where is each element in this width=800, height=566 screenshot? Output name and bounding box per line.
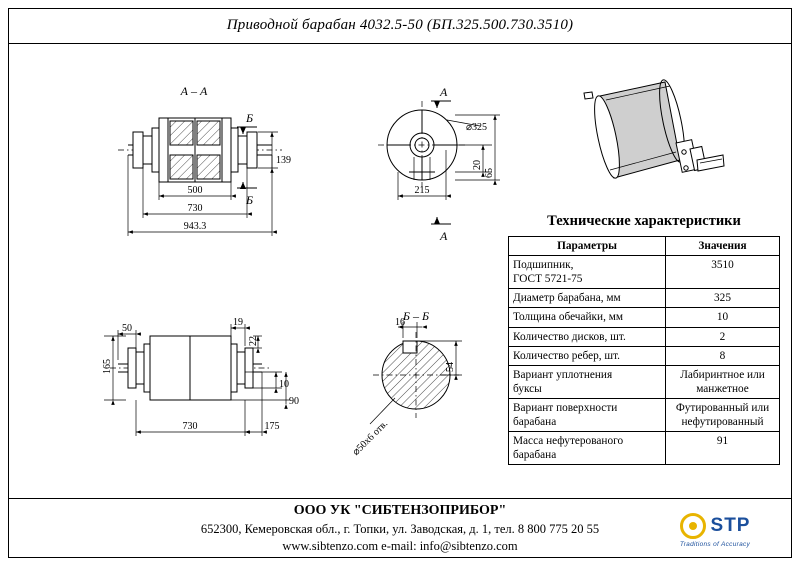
table-row [509,346,780,365]
param-drum-diameter: Диаметр барабана, мм [509,289,666,308]
company-name: ООО УК "СИБТЕНЗОПРИБОР" [293,503,507,519]
value-bearing: 3510 [666,256,780,289]
svg-text:Б: Б [246,193,254,207]
column-header-parameter: Параметры [509,237,666,256]
view-section-bb [351,309,462,458]
param-surface-variant: Вариант поверхности барабана [509,398,666,431]
tech-characteristics-table [508,236,780,465]
table-row [509,308,780,327]
company-web: www.sibtenzo.com e-mail: info@sibtenzo.com [282,538,518,553]
param-mass: Масса нефутерованого барабана [509,432,666,465]
stp-logo [660,508,770,552]
company-address: 652300, Кемеровская обл., г. Топки, ул. Заводская, д. 1, тел. 8 800 775 20 55 [200,522,600,537]
svg-text:20: 20 [472,160,483,170]
svg-text:54: 54 [445,362,456,372]
svg-text:Б – Б: Б – Б [402,309,430,323]
table-row [509,398,780,431]
svg-text:90: 90 [289,396,299,407]
view-section-aa [118,84,291,236]
logo-tagline: Traditions of Accuracy [679,540,751,548]
param-disc-count: Количество дисков, шт. [509,327,666,346]
svg-text:65: 65 [484,168,495,178]
svg-text:730: 730 [182,421,198,432]
svg-text:215: 215 [414,185,430,196]
svg-text:730: 730 [187,203,203,214]
param-seal-variant: Вариант уплотнения буксы [509,365,666,398]
svg-text:175: 175 [264,421,280,432]
table-row [509,256,780,289]
view-side-lower [102,317,299,436]
svg-text:⌀50x6 отв.: ⌀50x6 отв. [350,418,391,458]
svg-text:50: 50 [122,323,132,334]
svg-text:19: 19 [233,317,243,328]
value-rib-count: 8 [666,346,780,365]
value-shell-thickness: 10 [666,308,780,327]
svg-text:16: 16 [395,317,405,328]
param-rib-count: Количество ребер, шт. [509,346,666,365]
page-title: Приводной барабан 4032.5-50 (БП.325.500.730.3510) [226,17,574,33]
table-row [509,365,780,398]
table-row [509,289,780,308]
table-row [509,432,780,465]
svg-text:165: 165 [102,359,113,374]
value-seal-variant: Лабиринтное или манжетное [666,365,780,398]
svg-text:А: А [440,85,448,99]
param-shell-thickness: Толщина обечайки, мм [509,308,666,327]
value-surface-variant: Футированный или нефутированный [666,398,780,431]
svg-text:А – А: А – А [180,84,208,98]
svg-text:22: 22 [248,336,259,346]
param-bearing: Подшипник, ГОСТ 5721-75 [509,256,666,289]
svg-text:10: 10 [279,379,289,390]
value-drum-diameter: 325 [666,289,780,308]
view-3d-pictorial [584,78,724,180]
view-front-circle [378,85,500,243]
column-header-value: Значения [666,237,780,256]
value-mass: 91 [666,432,780,465]
ring-icon [680,513,706,539]
svg-text:А: А [440,229,448,243]
svg-text:139: 139 [276,155,291,166]
value-disc-count: 2 [666,327,780,346]
svg-text:943.3: 943.3 [183,221,207,232]
tech-characteristics-heading: Технические характеристики [547,213,741,229]
logo-name: STP [710,514,751,536]
table-row [509,327,780,346]
svg-text:⌀325: ⌀325 [466,122,488,133]
table-header-row [509,237,780,256]
svg-text:500: 500 [187,185,203,196]
svg-text:Б: Б [246,111,254,125]
